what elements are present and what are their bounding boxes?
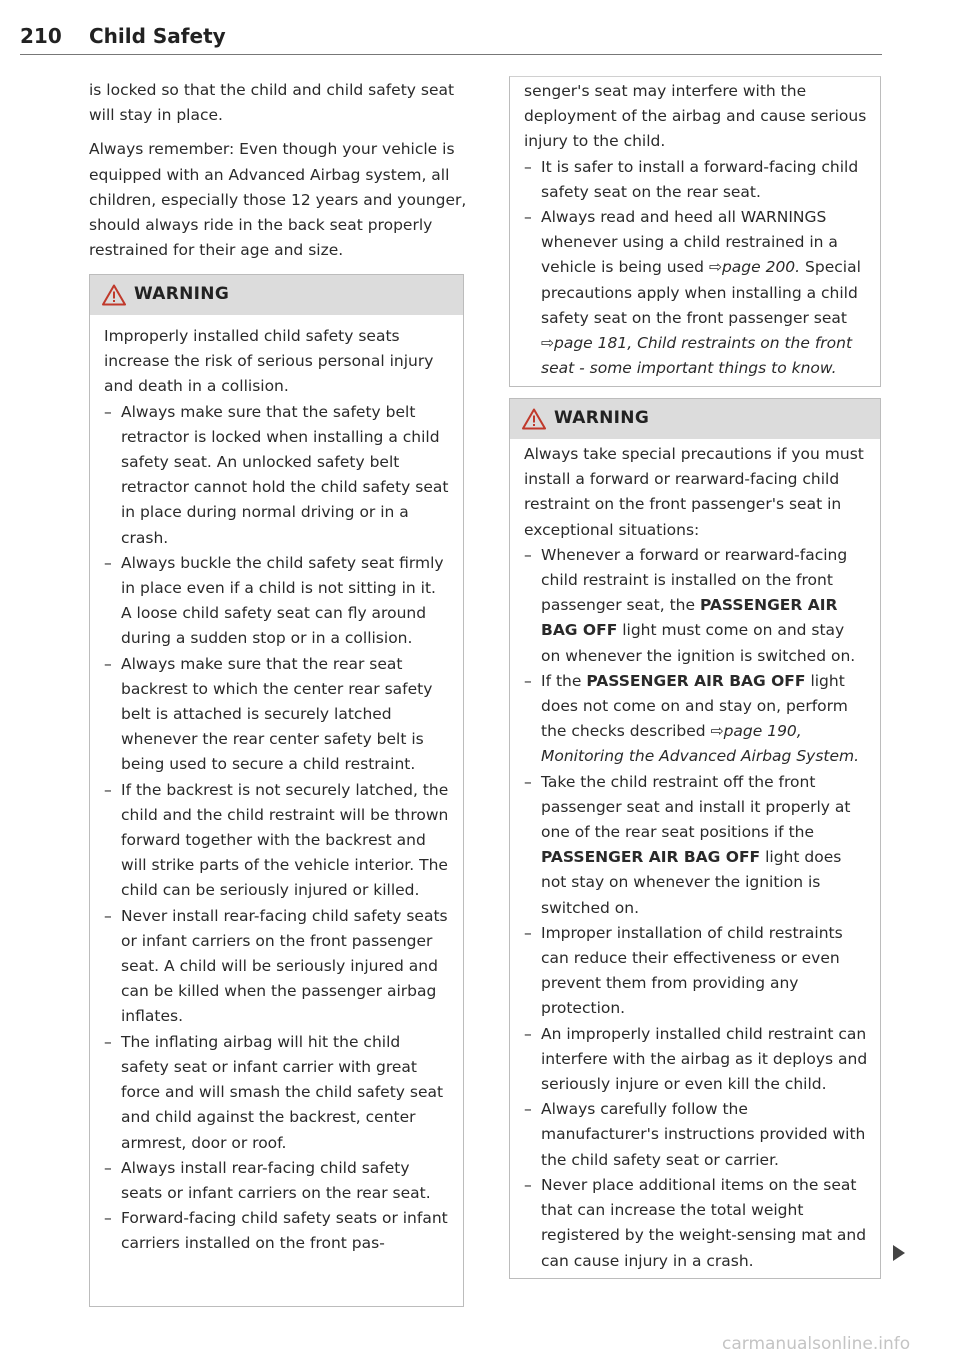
warning-title: WARNING [554,408,650,429]
warning-continuation [509,76,881,387]
section-title: Child Safety [89,24,226,48]
warning-box-right [509,398,881,1279]
list-item: – The inflating airbag will hit the child safety seat or infant carrier with great force and will smash the child safety seat and child against the backrest, center armrest, door or roof. [104,1030,451,1156]
list-item: – If the PASSENGER AIR BAG OFF light does not come on and stay on, perform the checks described ⇨page 190, Monitoring the Advanced Airbag System. [524,669,868,770]
page-number: 210 [20,24,62,48]
warning-intro: Always take special precautions if you must install a forward or rearward-facing child restraint on the front passenger's seat in exceptional situations: [524,445,864,539]
list-item: – Never install rear-facing child safety seats or infant carriers on the front passenger seat. A child will be seriously injured and can be killed when the passenger airbag inflates. [104,904,451,1030]
page-header [20,24,882,55]
intro-paragraph: Always remember: Even though your vehicle is equipped with an Advanced Airbag system, all children, especially those 12 years and younger, should always ride in the back seat properly restrained for their age and size. [89,140,467,260]
warning-title: WARNING [134,284,230,305]
intro-text [89,78,469,263]
list-item: – Forward-facing child safety seats or infant carriers installed on the front pas- [104,1206,451,1256]
warning-box-left [89,274,464,1307]
list-item: – It is safer to install a forward-facing child safety seat on the rear seat. [524,155,868,205]
continue-arrow-icon [893,1245,905,1261]
list-item: – An improperly installed child restraint can interfere with the airbag as it deploys and seriously injure or even kill the child. [524,1022,868,1098]
list-item: – Whenever a forward or rearward-facing child restraint is installed on the front passenger seat, the PASSENGER AIR BAG OFF light must come on and stay on whenever the ignition is switched on. [524,543,868,669]
intro-paragraph: is locked so that the child and child safety seat will stay in place. [89,81,455,125]
list-item: – Take the child restraint off the front passenger seat and install it properly at one of the rear seat positions if the PASSENGER AIR BAG OFF light does not stay on whenever the ignition is switched on. [524,770,868,921]
warning-triangle-icon [522,408,546,430]
list-item: – Always install rear-facing child safety seats or infant carriers on the rear seat. [104,1156,451,1206]
list-item: – If the backrest is not securely latched, the child and the child restraint will be thrown forward together with the backrest and will strike parts of the vehicle interior. The child can be seriously injured or killed. [104,778,451,904]
continuation-list [524,155,868,382]
arrow-right-icon: ⇨ [710,722,724,741]
warning-intro: Improperly installed child safety seats increase the risk of serious personal injury and death in a collision. [104,327,434,396]
cross-reference[interactable]: page 181, Child restraints on the front seat - some important things to know. [541,334,853,378]
list-item: – Always buckle the child safety seat firmly in place even if a child is not sitting in it. A loose child safety seat can fly around during a sudden stop or in a collision. [104,551,451,652]
list-item: – Always read and heed all WARNINGS whenever using a child restrained in a vehicle is being used ⇨page 200. Special precautions apply when installing a child safety seat on the front passenger seat ⇨page 181, Child restraints on the front seat - some important things to know. [524,205,868,381]
warning-list [524,543,868,1274]
list-item: – Always make sure that the rear seat backrest to which the center rear safety belt is attached is securely latched whenever the rear center safety belt is being used to secure a child restraint. [104,652,451,778]
warning-triangle-icon [102,284,126,306]
list-item: – Always carefully follow the manufacturer's instructions provided with the child safety seat or carrier. [524,1097,868,1173]
warning-header [510,399,880,439]
warning-list [104,400,451,1257]
arrow-right-icon: ⇨ [541,334,554,353]
watermark: carmanualsonline.info [722,1334,911,1354]
cross-reference[interactable]: page 200. [721,258,801,277]
list-item: – Always make sure that the safety belt retractor is locked when installing a child safety seat. An unlocked safety belt retractor cannot hold the child safety seat in place during normal driving or in a crash. [104,400,451,551]
warning-body [510,439,880,1274]
cross-reference[interactable]: page 190, Monitoring the Advanced Airbag System. [541,722,860,766]
arrow-right-icon: ⇨ [708,258,722,277]
continuation-text: senger's seat may interfere with the deployment of the airbag and cause serious injury to the child. [524,82,867,151]
warning-body [90,315,463,1257]
warning-header [90,275,463,315]
list-item: – Improper installation of child restraints can reduce their effectiveness or even prevent them from providing any protection. [524,921,868,1022]
list-item: – Never place additional items on the seat that can increase the total weight registered by the weight-sensing mat and can cause injury in a crash. [524,1173,868,1274]
